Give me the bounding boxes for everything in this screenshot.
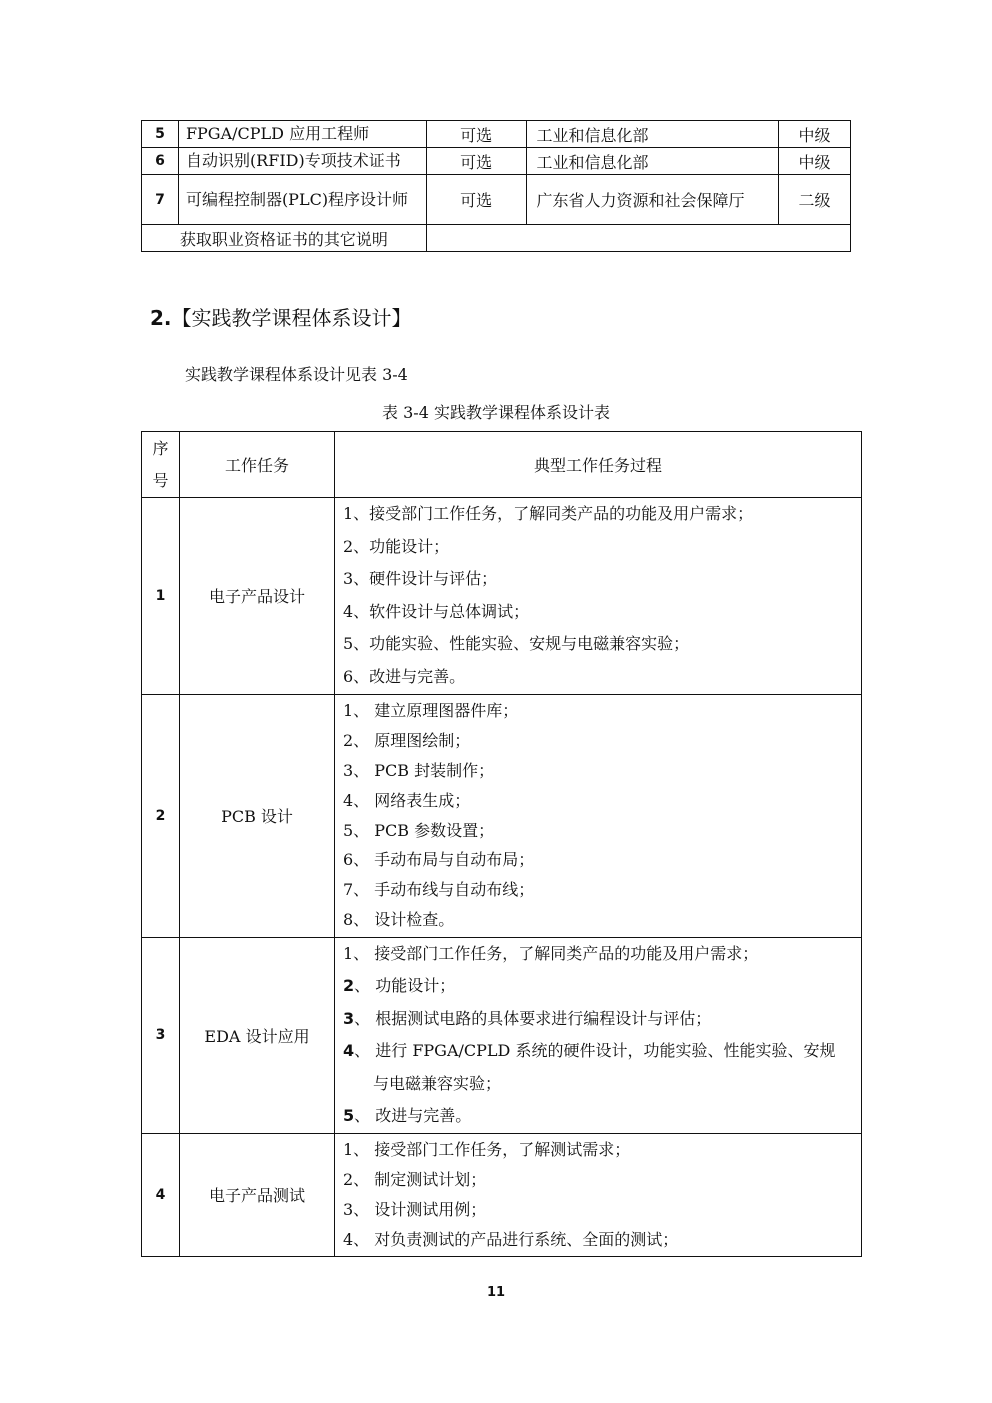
- process-step: 2、 原理图绘制；: [343, 730, 471, 750]
- process-step-continuation: 与电磁兼容实验；: [373, 1073, 502, 1093]
- practice-course-table: [141, 431, 862, 1257]
- process-step: 3、 根据测试电路的具体要求进行编程设计与评估；: [343, 1008, 712, 1028]
- table-row: [142, 121, 851, 148]
- work-task: EDA 设计应用: [180, 937, 335, 1133]
- certificate-level: 二级: [779, 175, 851, 225]
- process-steps: [335, 1133, 862, 1256]
- header-seq: [142, 432, 180, 498]
- process-step: 1、接受部门工作任务，了解同类产品的功能及用户需求；: [343, 504, 754, 523]
- process-step: 7、 手动布线与自动布线；: [343, 880, 535, 900]
- process-step: 6、改进与完善。: [343, 666, 466, 686]
- process-step: 2、 制定测试计划；: [343, 1169, 487, 1189]
- certificate-table: [141, 120, 851, 252]
- certificate-type: 可选: [426, 148, 526, 175]
- certificate-type: 可选: [426, 121, 526, 148]
- process-step: 2、 功能设计；: [343, 976, 456, 996]
- other-note-value: [426, 225, 850, 252]
- row-number: 2: [142, 694, 180, 937]
- header-task: 工作任务: [180, 432, 335, 498]
- certificate-name: FPGA/CPLD 应用工程师: [178, 121, 426, 148]
- other-note-label: 获取职业资格证书的其它说明: [142, 225, 427, 252]
- process-step: 5、 PCB 参数设置；: [343, 820, 495, 840]
- table-caption: 表 3-4 实践教学课程体系设计表: [382, 403, 610, 422]
- process-step: 5、 改进与完善。: [343, 1106, 472, 1126]
- process-step: 5、功能实验、性能实验、安规与电磁兼容实验；: [343, 634, 690, 654]
- table-row: [142, 148, 851, 175]
- certificate-name: 可编程控制器(PLC)程序设计师: [178, 175, 426, 225]
- section-number: 2.: [150, 306, 172, 330]
- process-step: 4、软件设计与总体调试；: [343, 601, 530, 621]
- row-number: 4: [142, 1133, 180, 1256]
- process-step: 4、 网络表生成；: [343, 790, 471, 810]
- process-step: 2、功能设计；: [343, 536, 450, 556]
- process-step: 8、 设计检查。: [343, 910, 455, 930]
- header-process: 典型工作任务过程: [335, 432, 862, 498]
- process-step: 1、 接受部门工作任务，了解同类产品的功能及用户需求；: [343, 943, 759, 963]
- header-seq-bottom: 号: [152, 470, 169, 490]
- table-row: [142, 937, 862, 1133]
- table-row: [142, 498, 862, 695]
- intro-text: 实践教学课程体系设计见表 3-4: [185, 365, 408, 384]
- row-number: 7: [142, 175, 179, 225]
- row-number: 3: [142, 937, 180, 1133]
- table-row: [142, 1133, 862, 1256]
- row-number: 1: [142, 498, 180, 695]
- table-header-row: [142, 432, 862, 498]
- certificate-name: 自动识别(RFID)专项技术证书: [178, 148, 426, 175]
- process-step: 1、 建立原理图器件库；: [343, 700, 519, 720]
- work-task: 电子产品测试: [180, 1133, 335, 1256]
- page-number: 11: [486, 1285, 506, 1300]
- header-seq-top: 序: [152, 438, 169, 458]
- certificate-level: 中级: [779, 121, 851, 148]
- certificate-issuer: 工业和信息化部: [526, 121, 779, 148]
- section-title: 【实践教学课程体系设计】: [171, 306, 412, 330]
- section-heading: [150, 302, 412, 331]
- row-number: 6: [142, 148, 179, 175]
- process-step: 3、硬件设计与评估；: [343, 569, 498, 589]
- certificate-issuer: 工业和信息化部: [526, 148, 779, 175]
- certificate-type: 可选: [426, 175, 526, 225]
- process-steps: [335, 937, 862, 1133]
- certificate-level: 中级: [779, 148, 851, 175]
- table-row: [142, 225, 851, 252]
- process-step: 4、 进行 FPGA/CPLD 系统的硬件设计，功能实验、性能实验、安规: [343, 1041, 836, 1061]
- process-steps: [335, 498, 862, 695]
- row-number: 5: [142, 121, 179, 148]
- table-row: [142, 175, 851, 225]
- process-steps: [335, 694, 862, 937]
- work-task: PCB 设计: [180, 694, 335, 937]
- process-step: 1、 接受部门工作任务，了解测试需求；: [343, 1139, 631, 1159]
- process-step: 3、 PCB 封装制作；: [343, 760, 495, 780]
- table-row: [142, 694, 862, 937]
- process-step: 6、 手动布局与自动布局；: [343, 850, 535, 870]
- certificate-issuer: 广东省人力资源和社会保障厅: [526, 175, 779, 225]
- process-step: 4、 对负责测试的产品进行系统、全面的测试；: [343, 1229, 679, 1249]
- work-task: 电子产品设计: [180, 498, 335, 695]
- process-step: 3、 设计测试用例；: [343, 1199, 487, 1219]
